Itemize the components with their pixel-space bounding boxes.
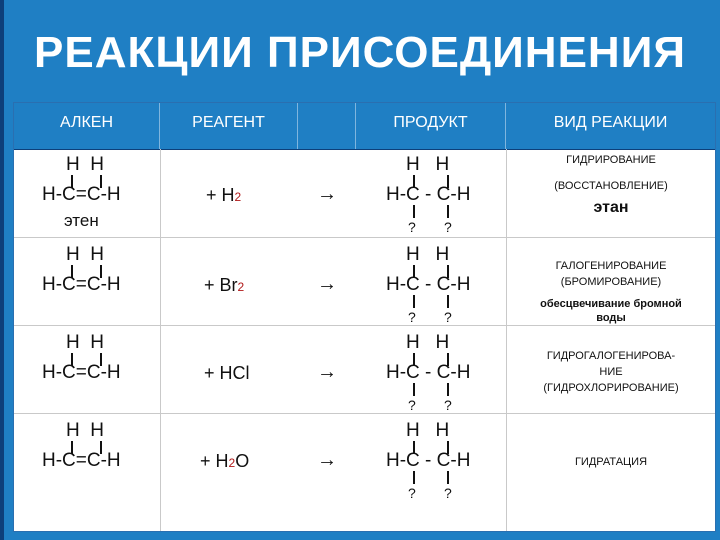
reaction-type: [514, 153, 708, 215]
row-divider: [14, 413, 715, 414]
reaction-type-alt: (БРОМИРОВАНИЕ): [560, 276, 662, 288]
reagent: [204, 363, 250, 384]
product-chain: Н-С - С-Н: [386, 450, 471, 471]
product-hydrogens: Н Н: [406, 154, 450, 175]
reagent-formula: + НCl: [204, 363, 250, 383]
alkene-name: этен: [64, 211, 99, 230]
reaction-arrow: →: [317, 449, 337, 471]
reaction-type: [514, 455, 708, 469]
reaction-observation-cont: воды: [596, 312, 626, 324]
reagent: [204, 275, 244, 296]
product-hydrogens: Н Н: [406, 332, 450, 353]
header-product: ПРОДУКТ: [356, 103, 506, 149]
reaction-type-alt: (ГИДРОХЛОРИРОВАНИЕ): [543, 382, 679, 394]
slide-title: РЕАКЦИИ ПРИСОЕДИНЕНИЯ: [34, 28, 686, 77]
reagent: [200, 451, 249, 472]
column-divider: [506, 149, 507, 531]
alkene-hydrogens: Н Н: [66, 332, 104, 353]
product-unknown: ?: [408, 309, 416, 325]
product-unknown: ?: [408, 397, 416, 413]
product-chain: Н-С - С-Н: [386, 274, 471, 295]
reaction-type-alt: [514, 179, 708, 193]
reagent-subscript: 2: [237, 280, 245, 294]
product-unknown: ?: [444, 219, 452, 235]
reaction-type-name: ГИДРАТАЦИЯ: [574, 456, 648, 468]
alkene-chain: Н-С=С-Н: [42, 362, 121, 383]
product-unknown: ?: [408, 219, 416, 235]
product-hydrogens: Н Н: [406, 244, 450, 265]
product-unknown: ?: [444, 309, 452, 325]
product-unknown: ?: [444, 485, 452, 501]
header-arrow: [298, 103, 356, 149]
reaction-type-name-cont: НИЕ: [599, 366, 623, 378]
product-chain: Н-С - С-Н: [386, 184, 471, 205]
reaction-product-name: этан: [593, 199, 629, 216]
column-divider: [160, 149, 161, 531]
reaction-type: [514, 349, 708, 395]
header-alkene: АЛКЕН: [14, 103, 160, 149]
alkene-chain: Н-С=С-Н: [42, 274, 121, 295]
reaction-type: [514, 259, 708, 325]
product-chain: Н-С - С-Н: [386, 362, 471, 383]
reagent: [206, 185, 241, 206]
alkene-hydrogens: Н Н: [66, 420, 104, 441]
reaction-type-name: ГИДРИРОВАНИЕ: [566, 154, 656, 166]
reagent-subscript: 2: [228, 456, 236, 470]
reagent-subscript: 2: [234, 190, 242, 204]
reagent-formula: + Br: [204, 275, 238, 295]
reagent-formula: + Н: [206, 185, 235, 205]
reaction-observation: обесцвечивание бромной: [540, 298, 682, 310]
product-hydrogens: Н Н: [406, 420, 450, 441]
alkene-hydrogens: Н Н: [66, 154, 104, 175]
row-divider: [14, 325, 715, 326]
alkene-chain: Н-С=С-Н: [42, 450, 121, 471]
table-header: [14, 103, 715, 150]
header-reagent: РЕАГЕНТ: [160, 103, 298, 149]
slide-frame: [0, 0, 4, 540]
reagent-formula-suffix: О: [235, 451, 250, 471]
alkene-chain: Н-С=С-Н: [42, 184, 121, 205]
reaction-arrow: →: [317, 183, 337, 205]
reaction-type-name: ГИДРОГАЛОГЕНИРОВА-: [546, 350, 676, 362]
alkene-hydrogens: Н Н: [66, 244, 104, 265]
reaction-arrow: →: [317, 361, 337, 383]
reactions-table: [13, 102, 716, 532]
product-unknown: ?: [408, 485, 416, 501]
reaction-type-alt-text: (ВОССТАНОВЛЕНИЕ): [554, 180, 668, 192]
reaction-arrow: →: [317, 273, 337, 295]
reagent-formula: + Н: [200, 451, 229, 471]
reaction-type-name: ГАЛОГЕНИРОВАНИЕ: [555, 260, 667, 272]
row-divider: [14, 237, 715, 238]
header-reaction-type: ВИД РЕАКЦИИ: [553, 114, 668, 131]
product-unknown: ?: [444, 397, 452, 413]
